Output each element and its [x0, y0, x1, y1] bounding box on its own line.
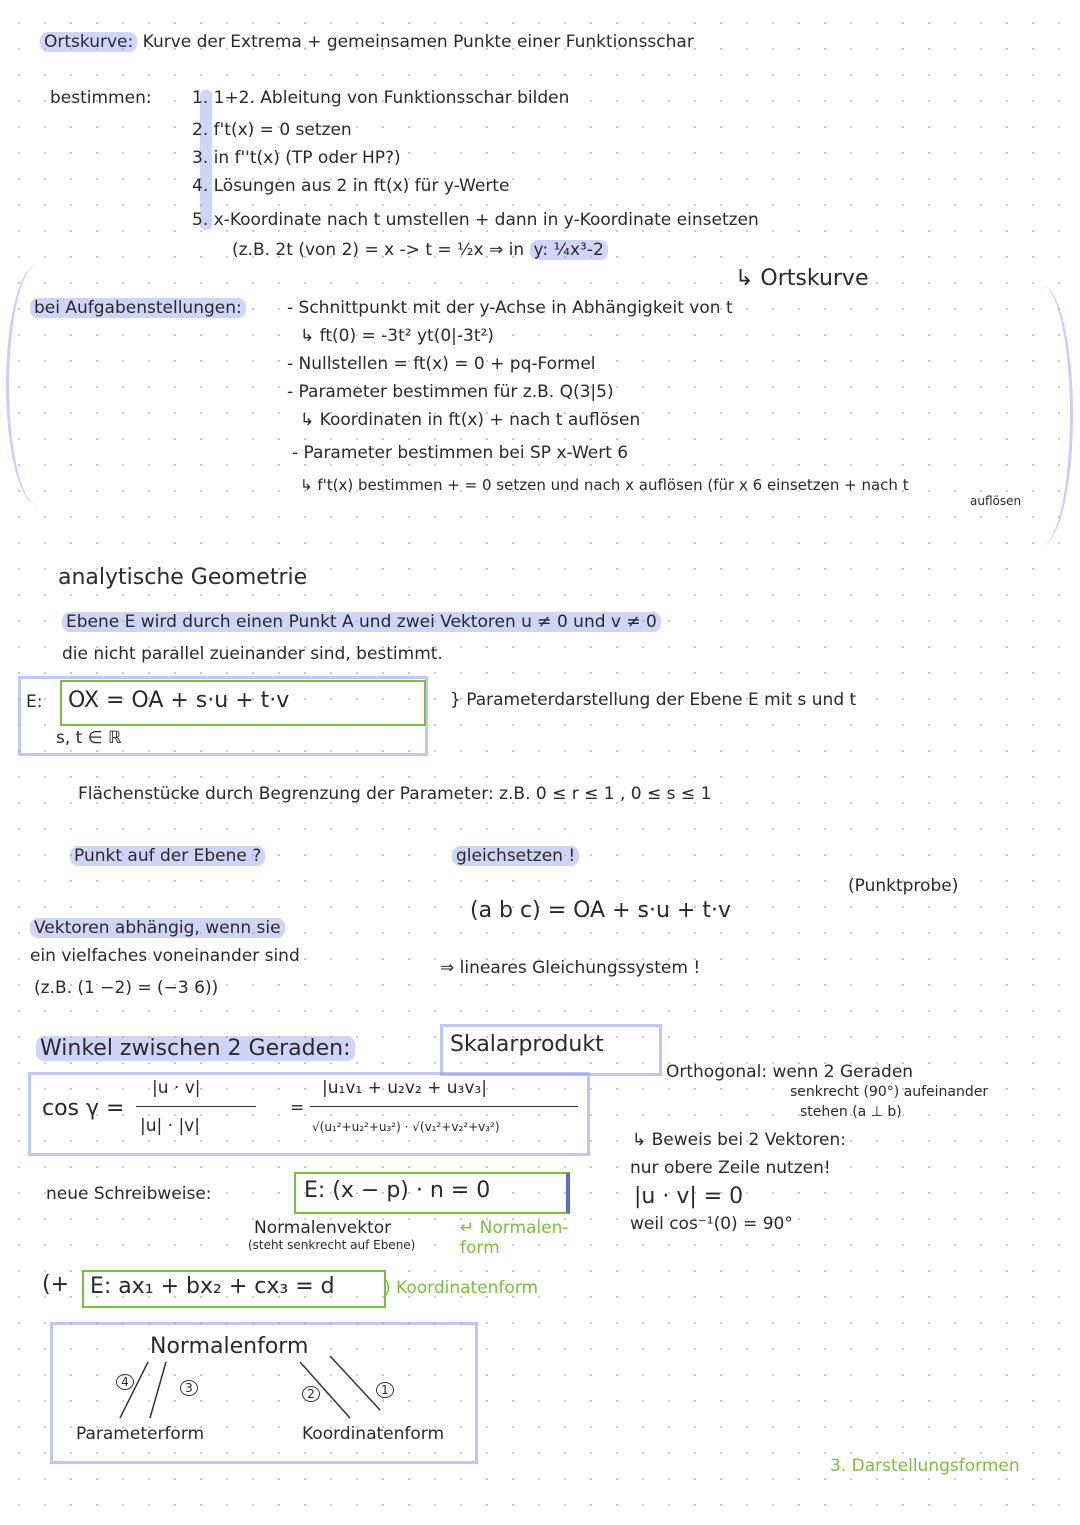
normalenform-label: ↵ Normalen-form [460, 1218, 569, 1258]
abh-2: ein vielfaches voneinander sind [30, 946, 300, 966]
aufgaben-line: - Nullstellen = ft(x) = 0 + pq-Formel [287, 354, 596, 374]
aufgaben-line: ↳ Koordinaten in ft(x) + nach t auflösen [300, 410, 641, 430]
cos-num: |u · v| [152, 1078, 201, 1098]
ebene-text: Ebene E wird durch einen Punkt A und zwei Vektoren u ≠ 0 und v ≠ 0 [62, 612, 661, 632]
param-equation: OX = OA + s·u + t·v [68, 688, 290, 713]
step-badge-4: 4 [116, 1374, 134, 1390]
lgs: ⇒ lineares Gleichungssystem ! [440, 958, 701, 978]
geometrie-title: analytische Geometrie [58, 565, 308, 590]
punkt-equation: (a b c) = OA + s·u + t·v [470, 898, 731, 923]
flaechen: Flächenstücke durch Begrenzung der Parameter: z.B. 0 ≤ r ≤ 1 , 0 ≤ s ≤ 1 [78, 784, 712, 804]
diagram-parameterform: Parameterform [76, 1424, 205, 1444]
step-5: 5. x-Koordinate nach t umstellen + dann in y-Koordinate einsetzen [192, 210, 759, 230]
beweis-1: ↳ Beweis bei 2 Vektoren: [632, 1130, 846, 1150]
aufgaben-label: bei Aufgabenstellungen: [30, 298, 246, 318]
param-prefix: E: [26, 692, 43, 712]
step-2: 2. f't(x) = 0 setzen [192, 120, 352, 140]
diagram-koordinatenform: Koordinatenform [302, 1424, 445, 1444]
orth-2: senkrecht (90°) aufeinander [790, 1084, 989, 1100]
step-3: 3. in f''t(x) (TP oder HP?) [192, 148, 401, 168]
step-badge-3: 3 [180, 1380, 198, 1396]
skalar: Skalarprodukt [450, 1032, 604, 1057]
orth-3: stehen (a ⊥ b) [800, 1104, 902, 1120]
gleichsetzen: gleichsetzen ! [452, 846, 579, 866]
neue-schreibweise: neue Schreibweise: [46, 1184, 212, 1204]
ortskurve-result: ↳ Ortskurve [735, 266, 869, 291]
step-4: 4. Lösungen aus 2 in ft(x) für y-Werte [192, 176, 510, 196]
ebene-text-2: die nicht parallel zueinander sind, bestimmt. [62, 644, 443, 664]
normalenvektor: Normalenvektor [254, 1218, 392, 1238]
footer-label: 3. Darstellungsformen [830, 1456, 1020, 1476]
step-badge-1: 1 [376, 1382, 394, 1398]
cos-num2: |u₁v₁ + u₂v₂ + u₃v₃| [322, 1078, 487, 1098]
param-note: } Parameterdarstellung der Ebene E mit s und t [450, 690, 857, 710]
punktprobe: (Punktprobe) [848, 876, 959, 896]
abh-1: Vektoren abhängig, wenn sie [30, 918, 285, 938]
cos-den2: √(u₁²+u₂²+u₃²) · √(v₁²+v₂²+v₃²) [312, 1120, 500, 1134]
aufgaben-line: - Schnittpunkt mit der y-Achse in Abhängigkeit von t [287, 298, 733, 318]
aufgaben-line: - Parameter bestimmen bei SP x-Wert 6 [292, 443, 629, 463]
beweis-4: weil cos⁻¹(0) = 90° [630, 1214, 793, 1234]
beweis-3: |u · v| = 0 [634, 1184, 744, 1209]
aufgaben-note: auflösen [970, 494, 1022, 508]
punkt-label: Punkt auf der Ebene ? [70, 846, 265, 866]
step-1: 1. 1+2. Ableitung von Funktionsschar bilden [192, 88, 570, 108]
normal-equation: E: (x − p) · n = 0 [304, 1178, 491, 1203]
example: (z.B. 2t (von 2) = x -> t = ½x ⇒ in y: ¼x³-2 [232, 240, 608, 260]
ortskurve-heading: Ortskurve: Kurve der Extrema + gemeinsamen Punkte einer Funktionsschar [40, 32, 694, 52]
step-badge-2: 2 [302, 1386, 320, 1402]
koord-equation: E: ax₁ + bx₂ + cx₃ = d [90, 1274, 335, 1299]
aufgaben-line: ↳ ft(0) = -3t² yt(0|-3t²) [300, 326, 494, 346]
diagram-normalenform: Normalenform [150, 1334, 309, 1359]
abh-3: (z.B. (1 −2) = (−3 6)) [34, 978, 219, 998]
winkel-label: Winkel zwischen 2 Geraden: [36, 1036, 355, 1061]
cos-den: |u| · |v| [140, 1116, 200, 1136]
normalenvektor-note: (steht senkrecht auf Ebene) [248, 1238, 416, 1252]
bestimmen-label: bestimmen: [50, 88, 152, 108]
orth-1: Orthogonal: wenn 2 Geraden [666, 1062, 914, 1082]
param-domain: s, t ∈ ℝ [56, 728, 122, 748]
aufgaben-line: ↳ f't(x) bestimmen + = 0 setzen und nach x auflösen (für x 6 einsetzen + nach t [300, 476, 909, 494]
beweis-2: nur obere Zeile nutzen! [630, 1158, 831, 1178]
cos-lhs: cos γ = [42, 1096, 125, 1121]
koord-label: ) Koordinatenform [384, 1278, 539, 1298]
equals: = [290, 1098, 305, 1118]
aufgaben-line: - Parameter bestimmen für z.B. Q(3|5) [287, 382, 614, 402]
koord-prefix: (+ [42, 1272, 70, 1297]
